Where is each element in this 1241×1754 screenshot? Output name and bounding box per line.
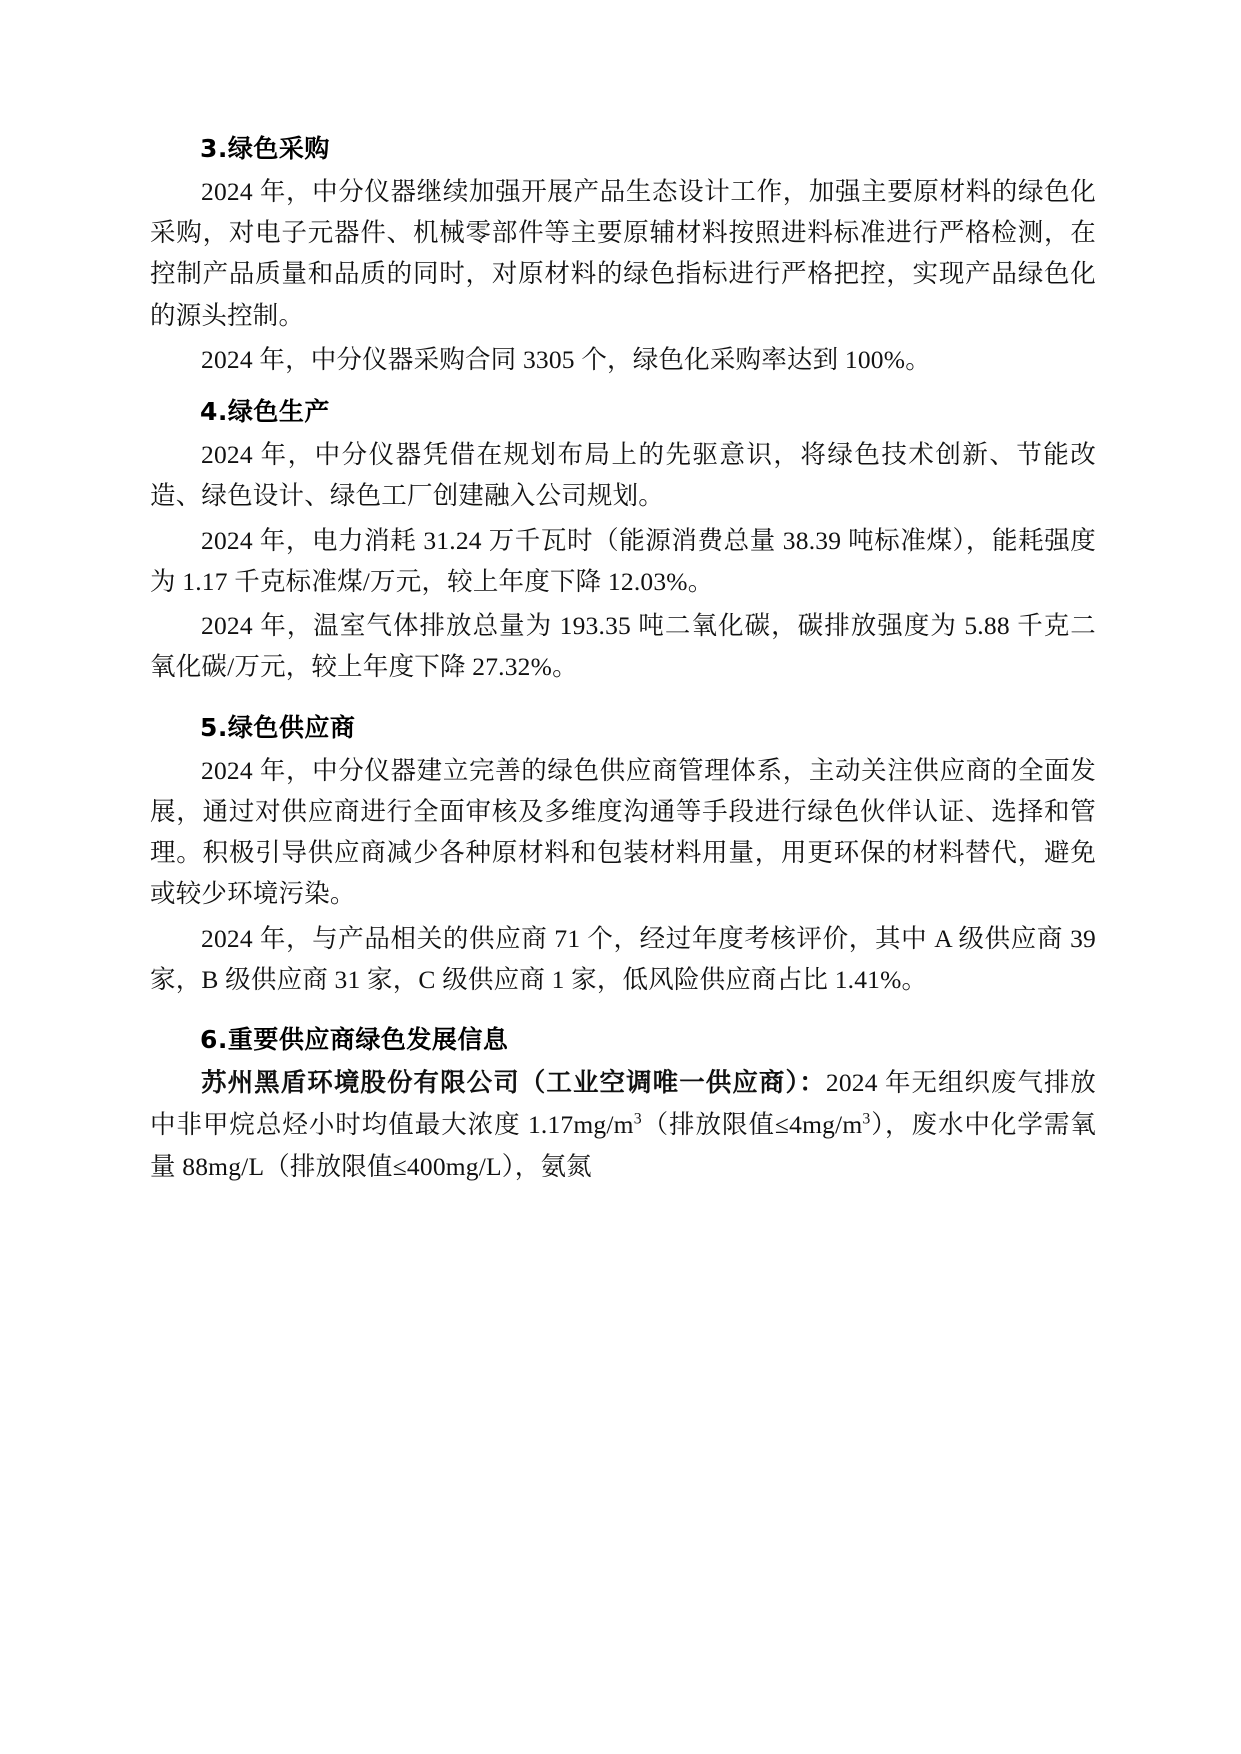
paragraph-key-supplier-detail (150, 1062, 1096, 1187)
spacer (150, 383, 1096, 393)
section-heading-green-production: 4.绿色生产 (200, 397, 330, 427)
paragraph-green-procurement-2: 2024 年，中分仪器采购合同 3305 个，绿色化采购率达到 100%。 (201, 344, 931, 374)
superscript-cubic-1: 3 (633, 1110, 642, 1128)
paragraph-green-production-2: 2024 年，电力消耗 31.24 万千瓦时（能源消费总量 38.39 吨标准煤），能耗强度为 1.17 千克标准煤/万元，较上年度下降 12.03%。 (150, 525, 1096, 596)
supplier-text-part-3: ），废水中化学需氧量 88mg/L（排放限值≤400mg/L），氨氮 (150, 1110, 1096, 1181)
section-heading-key-supplier-info: 6.重要供应商绿色发展信息 (200, 1025, 509, 1055)
paragraph-green-procurement-1: 2024 年，中分仪器继续加强开展产品生态设计工作，加强主要原材料的绿色化采购，对电子元器件、机械零部件等主要原辅材料按照进料标准进行严格检测，在控制产品质量和品质的同时，对原材料的绿色指标进行严格把控，实现产品绿色化的源头控制。 (150, 176, 1096, 330)
paragraph-green-suppliers-1: 2024 年，中分仪器建立完善的绿色供应商管理体系，主动关注供应商的全面发展，通过对供应商进行全面审核及多维度沟通等手段进行绿色伙伴认证、选择和管理。积极引导供应商减少各种原材料和包装材料用量，用更环保的材料替代，避免或较少环境污染。 (150, 755, 1096, 909)
supplier-text-part-2: （排放限值≤4mg/m (641, 1110, 863, 1140)
spacer (150, 691, 1096, 709)
document-body (150, 130, 1096, 1187)
paragraph-green-production-3: 2024 年，温室气体排放总量为 193.35 吨二氧化碳，碳排放强度为 5.88 千克二氧化碳/万元，较上年度下降 27.32%。 (150, 611, 1096, 682)
supplier-name-lead: 苏州黑盾环境股份有限公司（工业空调唯一供应商）： (201, 1068, 826, 1099)
supplier-text-part-1: 2024 年无组织废气排放中非甲烷总烃小时均值最大浓度 1.17mg/m (150, 1068, 1096, 1140)
superscript-cubic-2: 3 (862, 1110, 871, 1128)
section-heading-green-suppliers: 5.绿色供应商 (200, 712, 356, 742)
paragraph-green-suppliers-2: 2024 年，与产品相关的供应商 71 个，经过年度考核评价，其中 A 级供应商 39 家，B 级供应商 31 家，C 级供应商 1 家，低风险供应商占比 1.41%。 (150, 923, 1096, 994)
spacer (150, 1003, 1096, 1021)
paragraph-green-production-1: 2024 年，中分仪器凭借在规划布局上的先驱意识，将绿色技术创新、节能改造、绿色设计、绿色工厂创建融入公司规划。 (150, 439, 1096, 511)
section-heading-green-procurement: 3.绿色采购 (200, 134, 330, 163)
